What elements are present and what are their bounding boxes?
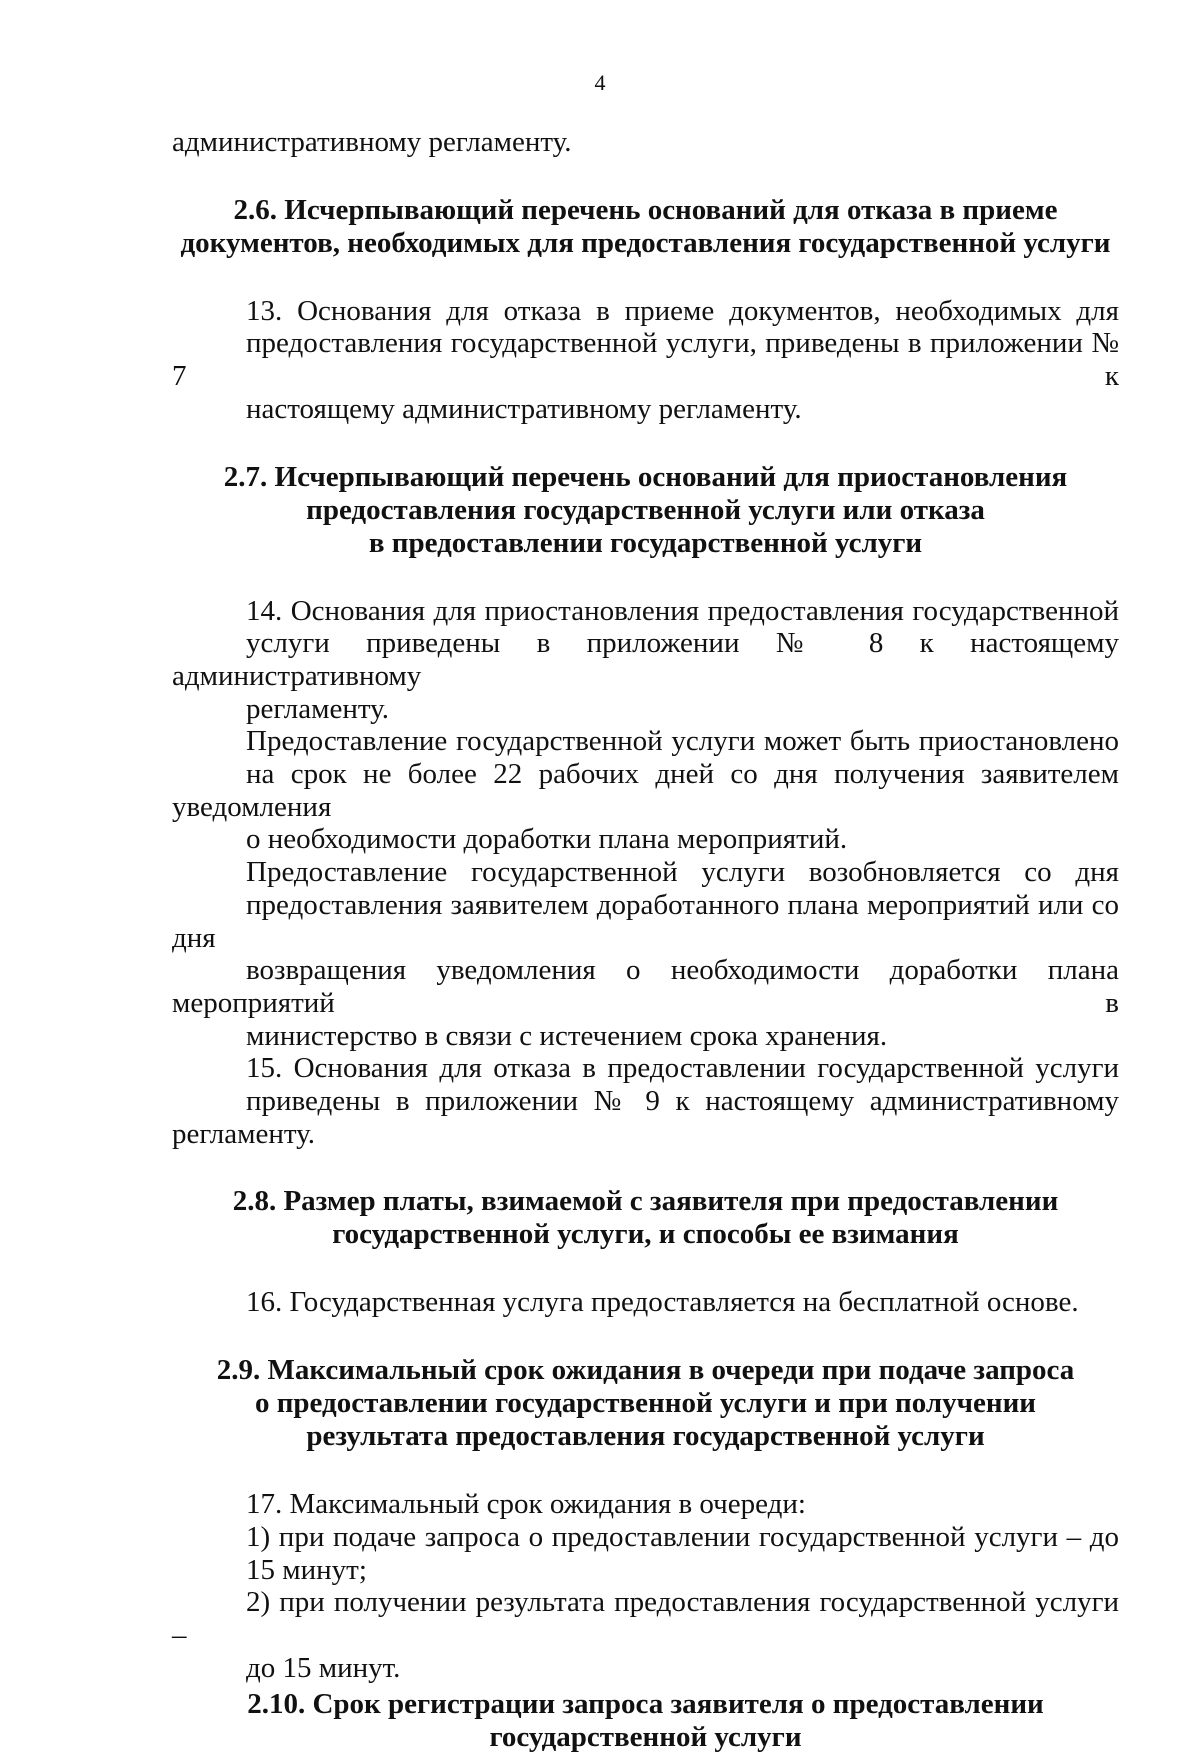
section-2-7-heading: 2.7. Исчерпывающий перечень оснований для приостановления предоставления государственной услуги или отказа в предоставлении государственной услуги	[223, 460, 1068, 559]
section-2-6-heading: 2.6. Исчерпывающий перечень оснований для отказа в приеме документов, необходимых для предоставления государственной услуги	[180, 193, 1111, 259]
section-2-9-heading: 2.9. Максимальный срок ожидания в очереди при подаче запроса о предоставлении государственной услуги и при получении результата предоставления государственной услуги	[216, 1354, 1075, 1453]
paragraph-14: 14. Основания для приостановления предоставления государственной услуги приведены в приложении № 8 к настоящему административному регламенту.	[172, 594, 1119, 725]
paragraph-15: 15. Основания для отказа в предоставлении государственной услуги приведены в приложении № 9 к настоящему административному регламенту.	[172, 1052, 1119, 1150]
paragraph-17: 17. Максимальный срок ожидания в очереди:	[246, 1488, 806, 1521]
list-item-1: 1) при подаче запроса о предоставлении государственной услуги – до 15 минут;	[246, 1520, 1119, 1586]
paragraph-suspension-term: Предоставление государственной услуги может быть приостановлено на срок не более 22 рабочих дней со дня получения заявителем уведомления о необходимости доработки плана мероприятий.	[172, 725, 1119, 856]
section-2-8-heading: 2.8. Размер платы, взимаемой с заявителя при предоставлении государственной услуги, и способы ее взимания	[232, 1185, 1059, 1251]
paragraph-16: 16. Государственная услуга предоставляется на бесплатной основе.	[246, 1286, 1079, 1319]
document-body	[172, 126, 1119, 1754]
paragraph-13: 13. Основания для отказа в приеме документов, необходимых для предоставления государственной услуги, приведены в приложении № 7 к настоящему административному регламенту.	[172, 294, 1119, 425]
list-item-2: 2) при получении результата предоставления государственной услуги – до 15 минут.	[172, 1586, 1119, 1684]
page-number: 4	[594, 70, 606, 95]
section-2-10-heading: 2.10. Срок регистрации запроса заявителя о предоставлении государственной услуги	[247, 1688, 1044, 1754]
intro-continuation: административному регламенту.	[172, 126, 572, 158]
paragraph-resumption: Предоставление государственной услуги возобновляется со дня предоставления заявителем доработанного плана мероприятий или со дня возвращения уведомления о необходимости доработки плана мероприятий в министерство в связи с истечением срока хранения.	[172, 856, 1119, 1052]
